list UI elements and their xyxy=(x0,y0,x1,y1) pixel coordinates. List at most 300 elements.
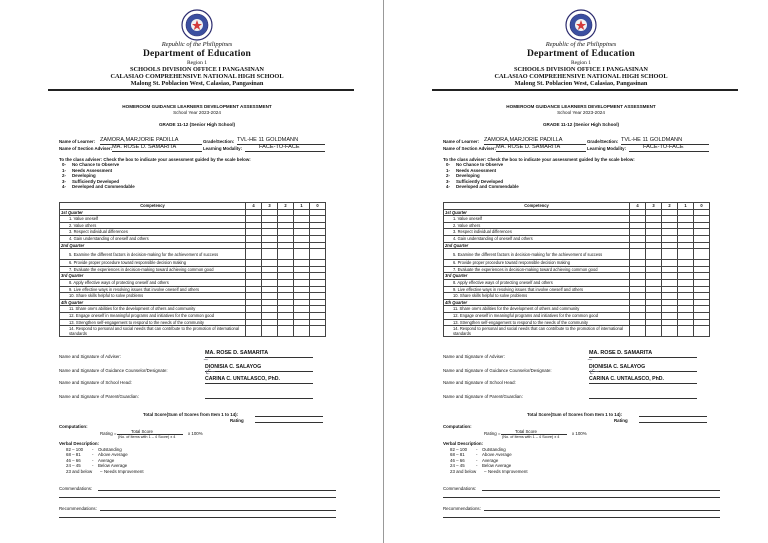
score-checkbox[interactable] xyxy=(310,279,326,286)
score-cell[interactable] xyxy=(278,242,294,249)
score-cell[interactable] xyxy=(310,242,326,249)
scale-number: 0- xyxy=(62,162,66,167)
score-checkbox[interactable] xyxy=(278,222,294,229)
competency-row xyxy=(60,319,326,326)
score-checkbox[interactable] xyxy=(694,249,710,260)
score-checkbox[interactable] xyxy=(246,235,262,242)
score-cell[interactable] xyxy=(262,273,278,280)
competency-text: Respond to personal and social needs that can contribute to the promotion of international standards xyxy=(453,326,624,337)
score-checkbox[interactable] xyxy=(246,216,262,223)
score-checkbox[interactable] xyxy=(646,306,662,313)
score-cell[interactable] xyxy=(262,242,278,249)
formula-left: Rating = xyxy=(484,431,501,436)
score-cell[interactable] xyxy=(278,209,294,216)
score-checkbox[interactable] xyxy=(662,235,678,242)
score-cell[interactable] xyxy=(294,209,310,216)
score-checkbox[interactable] xyxy=(646,279,662,286)
competency-row xyxy=(444,286,710,293)
score-checkbox[interactable] xyxy=(694,319,710,326)
score-checkbox[interactable] xyxy=(262,326,278,337)
head-sign-label: Name and Signature of School Head: xyxy=(443,380,516,385)
score-checkbox[interactable] xyxy=(246,260,262,267)
competency-row xyxy=(444,293,710,300)
competency-cell xyxy=(60,312,246,319)
score-checkbox[interactable] xyxy=(646,266,662,273)
score-cell[interactable] xyxy=(694,242,710,249)
adviser-sign-name: MA. ROSE D. SAMARITA xyxy=(589,350,653,356)
competency-number: 12. xyxy=(69,313,75,318)
score-checkbox[interactable] xyxy=(662,279,678,286)
adviser-label: Name of Section Adviser: xyxy=(443,146,497,151)
score-cell[interactable] xyxy=(278,273,294,280)
score-checkbox[interactable] xyxy=(678,286,694,293)
score-checkbox[interactable] xyxy=(662,260,678,267)
score-cell[interactable] xyxy=(246,209,262,216)
score-checkbox[interactable] xyxy=(294,222,310,229)
score-checkbox[interactable] xyxy=(646,312,662,319)
header-republic: Republic of the Philippines xyxy=(545,41,617,48)
score-checkbox[interactable] xyxy=(630,286,646,293)
score-checkbox[interactable] xyxy=(262,286,278,293)
score-checkbox[interactable] xyxy=(694,293,710,300)
quarter-row xyxy=(60,242,326,249)
score-checkbox[interactable] xyxy=(694,312,710,319)
band-range: 68 – 81 xyxy=(450,452,465,458)
formula-numerator: Total Score xyxy=(131,429,153,434)
competency-cell xyxy=(60,326,246,337)
score-checkbox[interactable] xyxy=(262,266,278,273)
adviser-underline xyxy=(112,151,202,152)
competency-cell xyxy=(60,293,246,300)
score-checkbox[interactable] xyxy=(646,216,662,223)
quarter-row xyxy=(444,299,710,306)
score-checkbox[interactable] xyxy=(246,326,262,337)
score-checkbox[interactable] xyxy=(262,260,278,267)
score-checkbox[interactable] xyxy=(678,229,694,236)
score-cell[interactable] xyxy=(694,209,710,216)
learner-label: Name of Learner: xyxy=(59,139,96,144)
competency-text: Evaluate the experiences in decision-making toward achieving common good xyxy=(73,266,214,272)
score-cell[interactable] xyxy=(630,299,646,306)
score-cell[interactable] xyxy=(646,273,662,280)
score-checkbox[interactable] xyxy=(262,306,278,313)
score-checkbox[interactable] xyxy=(310,229,326,236)
score-cell[interactable] xyxy=(678,209,694,216)
verbal-label: Verbal Description: xyxy=(59,441,100,446)
band-dash: – xyxy=(484,468,487,474)
score-checkbox[interactable] xyxy=(278,249,294,260)
score-cell[interactable] xyxy=(662,242,678,249)
competency-text: Share one's abilities for the development of others and community xyxy=(459,306,580,312)
competency-text: Respond to personal and social needs that can contribute to the promotion of international standards xyxy=(69,326,240,337)
quarter-label: 4th Quarter xyxy=(444,299,630,306)
competency-text: Value oneself xyxy=(73,216,99,222)
score-checkbox[interactable] xyxy=(294,286,310,293)
header-department: Department of Education xyxy=(526,49,636,59)
band-description: Below Average xyxy=(98,463,128,469)
competency-cell xyxy=(60,319,246,326)
score-checkbox[interactable] xyxy=(294,306,310,313)
head-sign-label: Name and Signature of School Head: xyxy=(59,380,132,385)
total-score-label: Total Score(Sum of Scores from Item 1 to 14): xyxy=(143,412,239,417)
modality-value: FACE-TO-FACE xyxy=(259,144,300,150)
scale-item: No Chance to Observe xyxy=(72,162,120,167)
score-checkbox[interactable] xyxy=(294,319,310,326)
competency-cell xyxy=(60,222,246,229)
score-checkbox[interactable] xyxy=(694,286,710,293)
score-checkbox[interactable] xyxy=(662,319,678,326)
score-cell[interactable] xyxy=(662,299,678,306)
score-checkbox[interactable] xyxy=(646,326,662,337)
school-year: School Year 2023-2024 xyxy=(557,110,605,115)
score-checkbox[interactable] xyxy=(646,319,662,326)
parent-sign-label: Name and Signature of Parent/Guardian: xyxy=(59,394,139,399)
scale-number: 2- xyxy=(446,173,450,179)
score-checkbox[interactable] xyxy=(662,312,678,319)
score-checkbox[interactable] xyxy=(294,249,310,260)
score-checkbox[interactable] xyxy=(678,312,694,319)
computation-label: Computation: xyxy=(443,424,472,429)
counselor-sign-name: DIONISIA C. SALAYOG xyxy=(589,364,646,370)
adviser-label: Name of Section Adviser: xyxy=(59,146,113,151)
score-cell[interactable] xyxy=(694,299,710,306)
score-checkbox[interactable] xyxy=(646,222,662,229)
score-checkbox[interactable] xyxy=(294,326,310,337)
score-checkbox[interactable] xyxy=(262,279,278,286)
score-checkbox[interactable] xyxy=(278,306,294,313)
score-checkbox[interactable] xyxy=(630,293,646,300)
score-checkbox[interactable] xyxy=(646,229,662,236)
score-cell[interactable] xyxy=(630,242,646,249)
score-checkbox[interactable] xyxy=(694,222,710,229)
competency-cell xyxy=(60,279,246,286)
quarter-label: 3rd Quarter xyxy=(60,273,246,280)
score-checkbox[interactable] xyxy=(662,266,678,273)
quarter-row xyxy=(60,273,326,280)
score-checkbox[interactable] xyxy=(630,229,646,236)
score-checkbox[interactable] xyxy=(310,222,326,229)
score-cell[interactable] xyxy=(310,299,326,306)
quarter-row xyxy=(444,242,710,249)
score-checkbox[interactable] xyxy=(630,306,646,313)
score-checkbox[interactable] xyxy=(646,235,662,242)
competency-row xyxy=(60,216,326,223)
score-cell[interactable] xyxy=(646,242,662,249)
adviser-sign-label: Name and Signature of Adviser: xyxy=(59,354,121,359)
score-checkbox[interactable] xyxy=(630,235,646,242)
competency-number: 11. xyxy=(453,306,459,312)
competency-cell xyxy=(444,260,630,267)
competency-text: Provide proper procedure toward responsible decision making xyxy=(73,260,186,266)
competency-cell xyxy=(444,229,630,236)
score-checkbox[interactable] xyxy=(294,279,310,286)
score-cell[interactable] xyxy=(294,273,310,280)
score-cell[interactable] xyxy=(678,242,694,249)
scale-item: Developing xyxy=(72,173,96,179)
score-checkbox[interactable] xyxy=(294,312,310,319)
score-checkbox[interactable] xyxy=(678,266,694,273)
rating-label: Rating xyxy=(230,418,244,423)
score-checkbox[interactable] xyxy=(630,249,646,260)
score-checkbox[interactable] xyxy=(246,312,262,319)
competency-number: 8. xyxy=(69,280,73,286)
adviser-name: MA. ROSE D. SAMARITA xyxy=(496,144,561,150)
score-checkbox[interactable] xyxy=(630,326,646,337)
score-checkbox[interactable] xyxy=(646,249,662,260)
score-checkbox[interactable] xyxy=(678,260,694,267)
band-description: Average xyxy=(98,457,115,463)
score-checkbox[interactable] xyxy=(694,279,710,286)
score-checkbox[interactable] xyxy=(694,216,710,223)
score-checkbox[interactable] xyxy=(662,229,678,236)
score-cell[interactable] xyxy=(294,299,310,306)
score-checkbox[interactable] xyxy=(262,229,278,236)
score-checkbox[interactable] xyxy=(678,249,694,260)
score-checkbox[interactable] xyxy=(310,326,326,337)
score-checkbox[interactable] xyxy=(278,216,294,223)
score-checkbox[interactable] xyxy=(294,260,310,267)
competency-cell xyxy=(444,306,630,313)
score-checkbox[interactable] xyxy=(278,293,294,300)
score-checkbox[interactable] xyxy=(278,260,294,267)
score-checkbox[interactable] xyxy=(262,312,278,319)
score-checkbox[interactable] xyxy=(630,312,646,319)
competency-number: 5. xyxy=(453,251,457,257)
score-checkbox[interactable] xyxy=(294,235,310,242)
score-checkbox[interactable] xyxy=(278,326,294,337)
band-range: 68 – 81 xyxy=(66,452,81,458)
score-checkbox[interactable] xyxy=(294,216,310,223)
band-dash: - xyxy=(476,463,478,469)
competency-number: 5. xyxy=(69,251,73,257)
score-checkbox[interactable] xyxy=(310,266,326,273)
score-checkbox[interactable] xyxy=(646,293,662,300)
score-checkbox[interactable] xyxy=(694,266,710,273)
score-cell[interactable] xyxy=(246,299,262,306)
competency-number: 7. xyxy=(453,266,457,272)
header-address: Malong St. Poblacion West, Calasiao, Pangasinan xyxy=(130,80,264,87)
score-checkbox[interactable] xyxy=(630,319,646,326)
competency-row xyxy=(444,222,710,229)
quarter-row xyxy=(444,209,710,216)
score-cell[interactable] xyxy=(646,209,662,216)
score-checkbox[interactable] xyxy=(262,249,278,260)
score-checkbox[interactable] xyxy=(678,216,694,223)
band-range: 46 – 66 xyxy=(450,457,465,463)
competency-cell xyxy=(444,249,630,260)
competency-cell xyxy=(444,319,630,326)
commendations-line-1 xyxy=(98,490,336,491)
band-description: Outstanding xyxy=(98,447,122,452)
score-cell[interactable] xyxy=(646,299,662,306)
score-checkbox[interactable] xyxy=(246,229,262,236)
score-checkbox[interactable] xyxy=(246,222,262,229)
competency-number: 11. xyxy=(69,306,75,312)
score-checkbox[interactable] xyxy=(630,216,646,223)
score-checkbox[interactable] xyxy=(278,286,294,293)
grade-section-label: Grade/Section: xyxy=(587,139,619,144)
score-cell[interactable] xyxy=(262,209,278,216)
instruction-text: To the class adviser: Check the box to indicate your assessment guided by the scale below: xyxy=(59,157,251,162)
score-checkbox[interactable] xyxy=(278,266,294,273)
score-checkbox[interactable] xyxy=(262,293,278,300)
score-checkbox[interactable] xyxy=(310,216,326,223)
score-checkbox[interactable] xyxy=(262,216,278,223)
score-checkbox[interactable] xyxy=(278,279,294,286)
score-checkbox[interactable] xyxy=(678,306,694,313)
recommendations-label: Recommendations: xyxy=(59,506,97,511)
score-checkbox[interactable] xyxy=(630,260,646,267)
header-region: Region 1 xyxy=(570,60,591,66)
score-checkbox[interactable] xyxy=(662,286,678,293)
competency-row xyxy=(60,312,326,319)
score-checkbox[interactable] xyxy=(294,293,310,300)
recommendations-line-1 xyxy=(100,510,336,511)
competency-row xyxy=(444,266,710,273)
score-checkbox[interactable] xyxy=(310,286,326,293)
score-checkbox[interactable] xyxy=(694,260,710,267)
score-checkbox[interactable] xyxy=(678,319,694,326)
adviser-sign-name: MA. ROSE D. SAMARITA xyxy=(205,350,269,356)
commendations-line-1 xyxy=(482,490,720,491)
competency-number: 1. xyxy=(453,216,457,222)
recommendations-line-2 xyxy=(443,517,720,518)
competency-number: 1. xyxy=(69,216,73,222)
score-checkbox[interactable] xyxy=(310,260,326,267)
score-checkbox[interactable] xyxy=(662,293,678,300)
competency-number: 4. xyxy=(453,236,457,242)
score-cell[interactable] xyxy=(694,273,710,280)
recommendations-label: Recommendations: xyxy=(443,506,481,511)
competency-text: Value others xyxy=(457,222,481,228)
score-checkbox[interactable] xyxy=(278,319,294,326)
score-checkbox[interactable] xyxy=(630,222,646,229)
score-cell[interactable] xyxy=(678,299,694,306)
score-checkbox[interactable] xyxy=(310,249,326,260)
score-checkbox[interactable] xyxy=(294,229,310,236)
score-cell[interactable] xyxy=(630,273,646,280)
score-cell[interactable] xyxy=(310,209,326,216)
band-dash: – xyxy=(100,468,103,474)
scale-number: 1- xyxy=(446,167,450,173)
score-3-header: 3 xyxy=(262,203,278,210)
score-checkbox[interactable] xyxy=(246,249,262,260)
score-checkbox[interactable] xyxy=(262,235,278,242)
scale-number: 4- xyxy=(446,184,450,190)
score-checkbox[interactable] xyxy=(246,286,262,293)
score-checkbox[interactable] xyxy=(246,279,262,286)
score-checkbox[interactable] xyxy=(646,286,662,293)
competency-cell xyxy=(60,286,246,293)
score-cell[interactable] xyxy=(662,273,678,280)
competency-row xyxy=(444,312,710,319)
competency-number: 13. xyxy=(453,319,459,325)
score-checkbox[interactable] xyxy=(262,319,278,326)
score-checkbox[interactable] xyxy=(678,293,694,300)
band-range: 46 – 66 xyxy=(66,457,81,463)
competency-text: Examine the different factors in decision-making for the achievement of success xyxy=(73,251,219,257)
score-checkbox[interactable] xyxy=(310,235,326,242)
score-checkbox[interactable] xyxy=(694,306,710,313)
score-checkbox[interactable] xyxy=(246,319,262,326)
score-checkbox[interactable] xyxy=(310,312,326,319)
score-checkbox[interactable] xyxy=(678,235,694,242)
score-checkbox[interactable] xyxy=(662,222,678,229)
score-checkbox[interactable] xyxy=(278,235,294,242)
score-cell[interactable] xyxy=(262,299,278,306)
score-checkbox[interactable] xyxy=(310,293,326,300)
score-checkbox[interactable] xyxy=(630,266,646,273)
score-checkbox[interactable] xyxy=(310,319,326,326)
commendations-label: Commendations: xyxy=(59,486,93,491)
score-cell[interactable] xyxy=(310,273,326,280)
score-checkbox[interactable] xyxy=(246,293,262,300)
score-cell[interactable] xyxy=(278,299,294,306)
scale-number: 0- xyxy=(446,162,450,167)
score-cell[interactable] xyxy=(246,242,262,249)
score-checkbox[interactable] xyxy=(694,229,710,236)
competency-row xyxy=(60,286,326,293)
grade-section-label: Grade/Section: xyxy=(203,139,235,144)
score-0-header: 0 xyxy=(310,203,326,210)
score-checkbox[interactable] xyxy=(278,229,294,236)
competency-row xyxy=(444,279,710,286)
score-checkbox[interactable] xyxy=(262,222,278,229)
score-checkbox[interactable] xyxy=(646,260,662,267)
learner-label: Name of Learner: xyxy=(443,139,480,144)
score-cell[interactable] xyxy=(662,209,678,216)
score-checkbox[interactable] xyxy=(246,306,262,313)
scale-item: Developed and Commendable xyxy=(72,184,135,190)
score-checkbox[interactable] xyxy=(662,249,678,260)
score-cell[interactable] xyxy=(630,209,646,216)
competency-row xyxy=(444,235,710,242)
formula-denominator: (No. of Items with 1 – 4 Score) x 4 xyxy=(502,435,560,439)
commendations-line-2 xyxy=(443,497,720,498)
score-checkbox[interactable] xyxy=(630,279,646,286)
competency-text: Share one's abilities for the development of others and community xyxy=(75,306,196,312)
score-checkbox[interactable] xyxy=(678,222,694,229)
score-checkbox[interactable] xyxy=(662,216,678,223)
score-checkbox[interactable] xyxy=(694,326,710,337)
score-cell[interactable] xyxy=(246,273,262,280)
adviser-sign-label: Name and Signature of Adviser: xyxy=(443,354,505,359)
scale-number: 2- xyxy=(62,173,66,179)
scale-item: Developed and Commendable xyxy=(456,184,519,190)
head-sign-name: CARINA C. UNTALASCO, PhD. xyxy=(205,376,280,382)
score-checkbox[interactable] xyxy=(246,266,262,273)
score-checkbox[interactable] xyxy=(678,326,694,337)
score-cell[interactable] xyxy=(678,273,694,280)
band-description: Outstanding xyxy=(482,447,506,452)
competency-number: 4. xyxy=(69,236,73,242)
competency-header: Competency xyxy=(60,203,246,210)
score-checkbox[interactable] xyxy=(694,235,710,242)
score-checkbox[interactable] xyxy=(662,306,678,313)
score-checkbox[interactable] xyxy=(278,312,294,319)
quarter-label: 1st Quarter xyxy=(444,209,630,216)
quarter-row xyxy=(60,209,326,216)
score-checkbox[interactable] xyxy=(310,306,326,313)
quarter-label: 1st Quarter xyxy=(60,209,246,216)
score-1-header: 1 xyxy=(678,203,694,210)
score-checkbox[interactable] xyxy=(678,279,694,286)
quarter-row xyxy=(444,273,710,280)
score-checkbox[interactable] xyxy=(294,266,310,273)
score-checkbox[interactable] xyxy=(662,326,678,337)
score-cell[interactable] xyxy=(294,242,310,249)
modality-label: Learning Modality: xyxy=(203,146,243,151)
